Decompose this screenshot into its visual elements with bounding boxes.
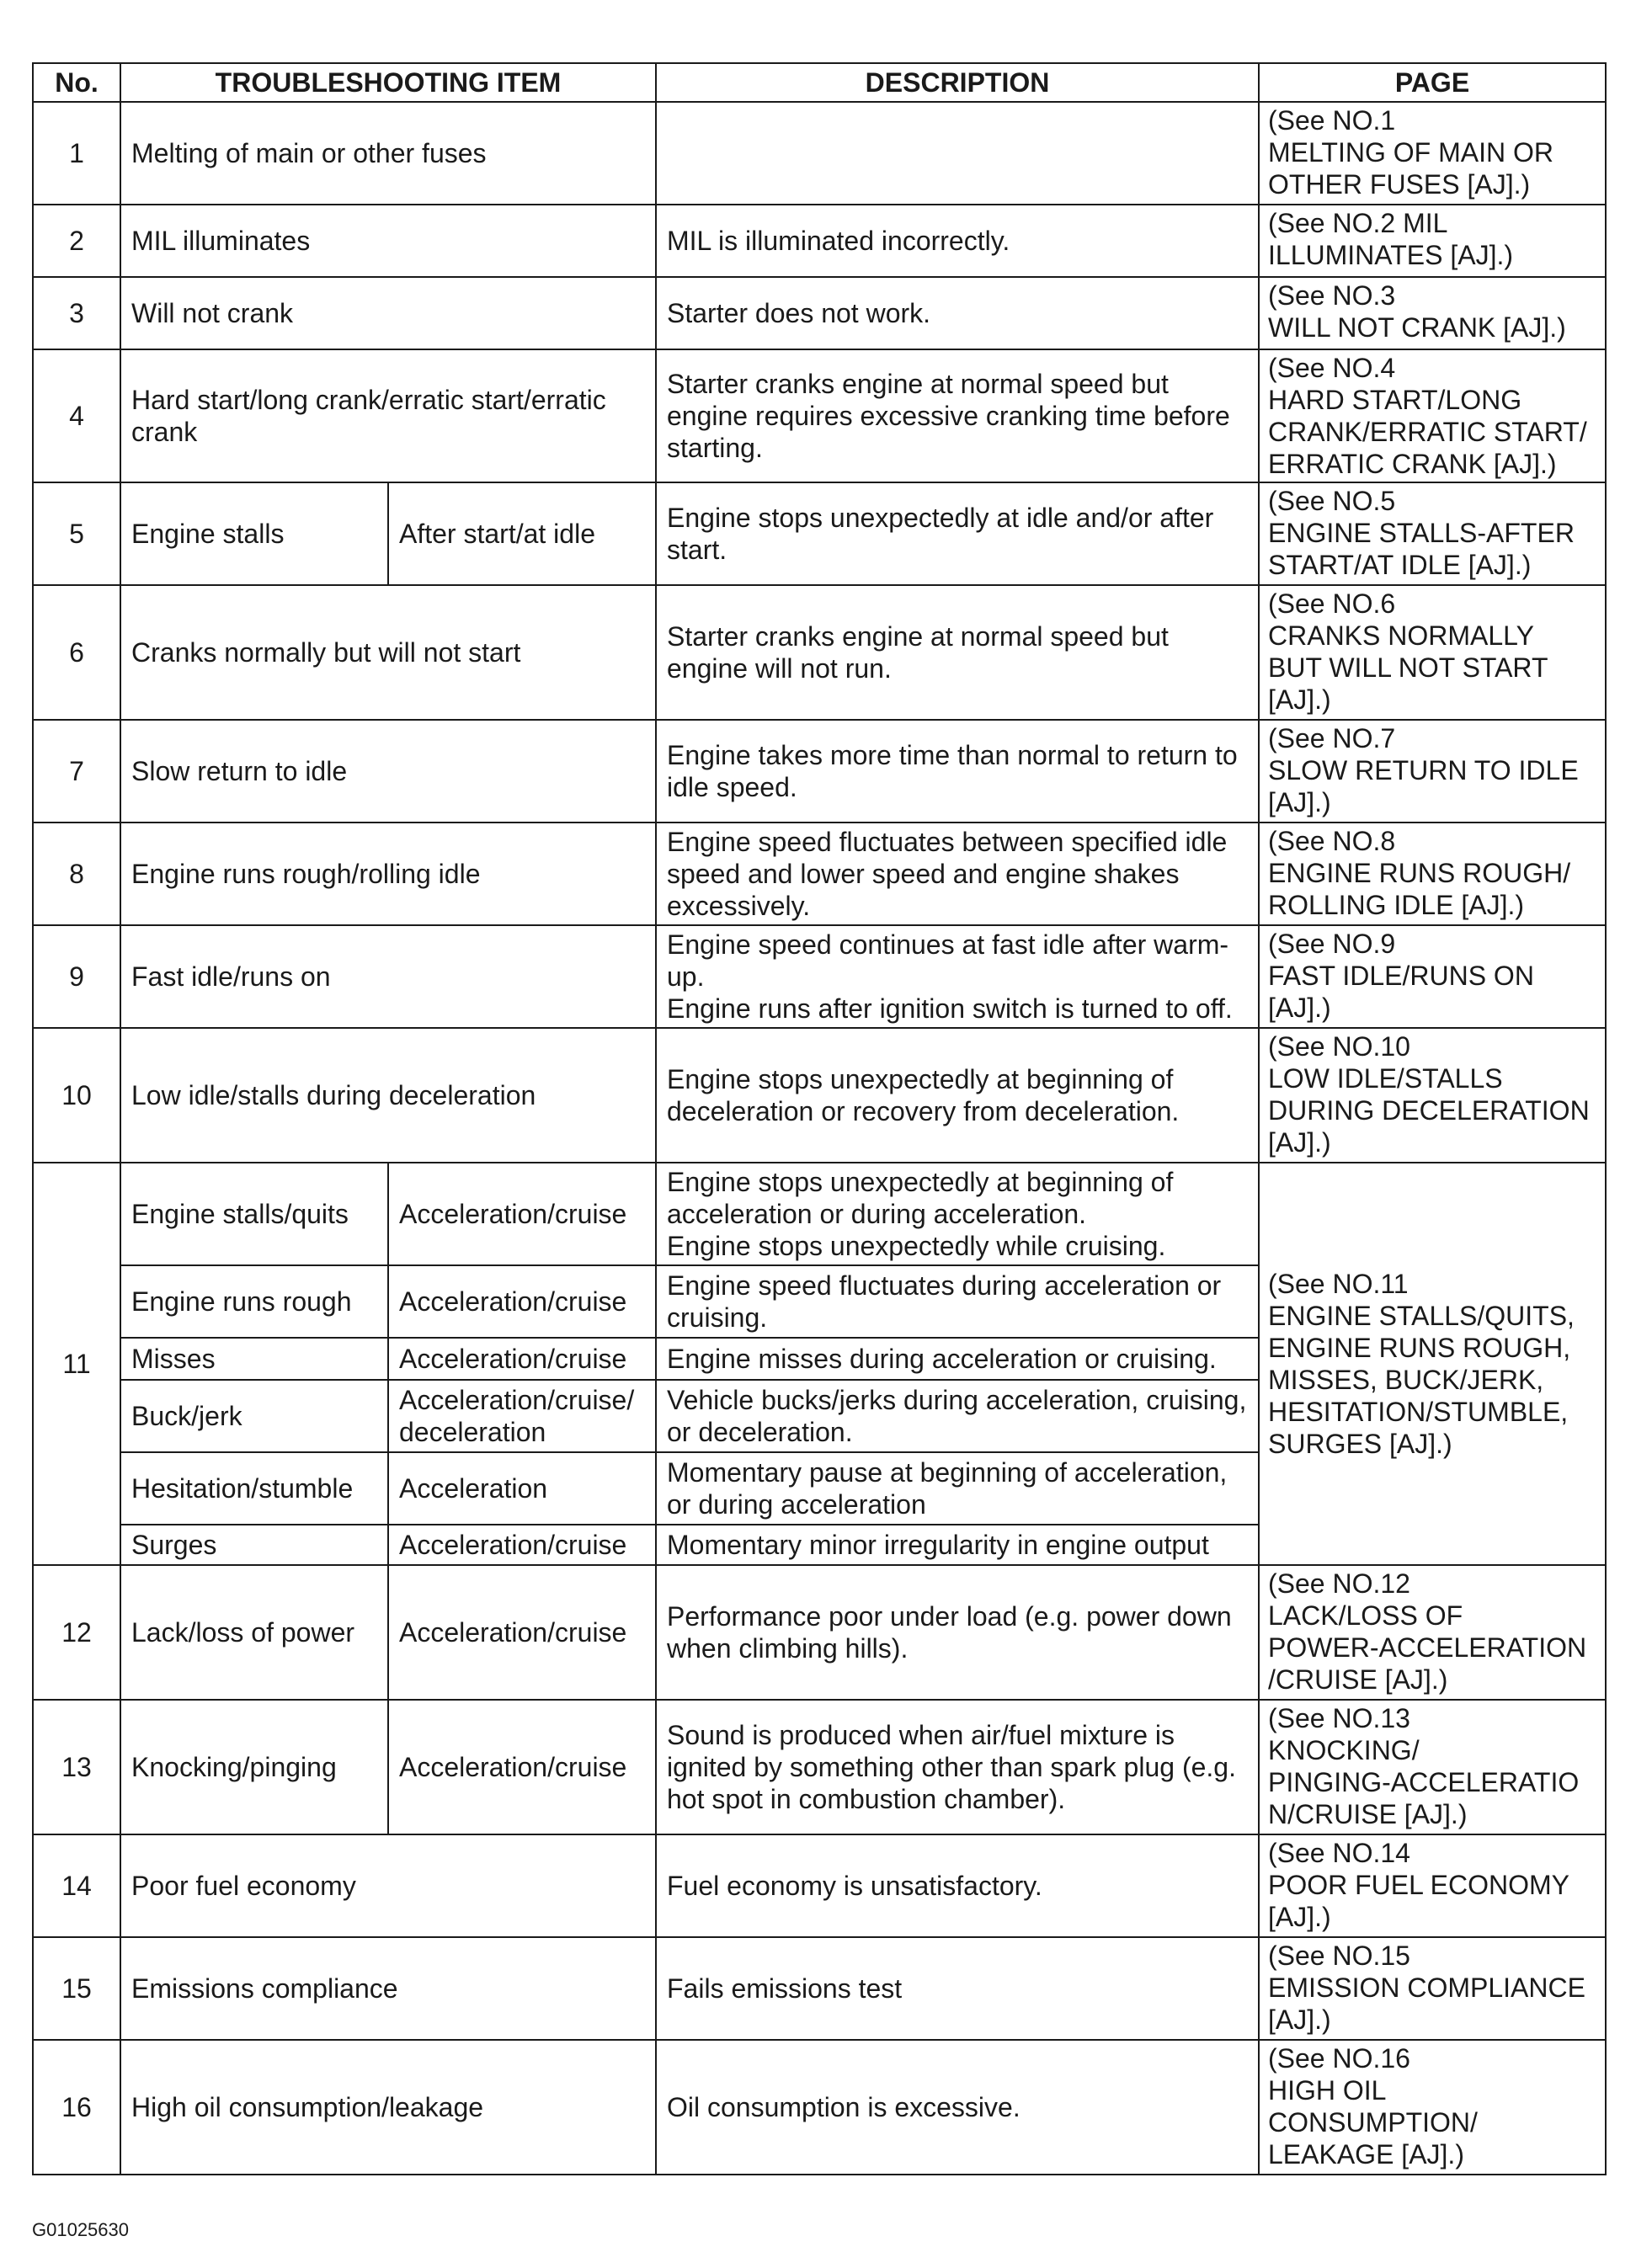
- troubleshooting-item: Slow return to idle: [120, 720, 656, 823]
- page-reference: [1259, 1163, 1606, 1565]
- page-line: LACK/LOSS OF: [1268, 1600, 1463, 1631]
- page-line: (See NO.7: [1268, 723, 1396, 753]
- row-number: 13: [33, 1700, 120, 1834]
- description-line: Engine stops unexpectedly at idle and/or after start.: [667, 503, 1214, 565]
- table-row: [33, 925, 1606, 1028]
- table-row: [33, 1028, 1606, 1163]
- troubleshooting-item: Cranks normally but will not start: [120, 585, 656, 720]
- troubleshooting-item: Hesitation/stumble: [120, 1452, 388, 1525]
- condition: Acceleration/cruise: [388, 1700, 656, 1834]
- troubleshooting-item: Low idle/stalls during deceleration: [120, 1028, 656, 1163]
- page-line: N/CRUISE [AJ].): [1268, 1799, 1468, 1829]
- page-line: HESITATION/STUMBLE,: [1268, 1397, 1569, 1427]
- description-line: Engine stops unexpectedly while cruising.: [667, 1231, 1166, 1261]
- row-number: 16: [33, 2040, 120, 2175]
- page-reference: [1259, 1937, 1606, 2040]
- table-row: [33, 102, 1606, 205]
- page-line: (See NO.4: [1268, 353, 1396, 383]
- row-number: 11: [33, 1163, 120, 1565]
- page-reference: [1259, 1565, 1606, 1700]
- troubleshooting-item: Melting of main or other fuses: [120, 102, 656, 205]
- troubleshooting-item: Fast idle/runs on: [120, 925, 656, 1028]
- description-line: Vehicle bucks/jerks during acceleration, cruising, or deceleration.: [667, 1385, 1247, 1447]
- page-reference: [1259, 925, 1606, 1028]
- troubleshooting-item: Surges: [120, 1525, 388, 1565]
- table-row: [33, 1700, 1606, 1834]
- description: [656, 1163, 1259, 1265]
- page-line: [AJ].): [1268, 787, 1331, 817]
- description: [656, 1380, 1259, 1452]
- page-line: ROLLING IDLE [AJ].): [1268, 890, 1525, 920]
- row-number: 5: [33, 482, 120, 585]
- troubleshooting-sheet: [32, 62, 1605, 2175]
- row-number: 9: [33, 925, 120, 1028]
- page-line: (See NO.13: [1268, 1703, 1410, 1733]
- troubleshooting-item: Engine stalls: [120, 482, 388, 585]
- troubleshooting-item: Misses: [120, 1338, 388, 1380]
- description-line: Oil consumption is excessive.: [667, 2092, 1021, 2122]
- row-number: 4: [33, 349, 120, 482]
- table-body: [33, 102, 1606, 2175]
- page-line: (See NO.10: [1268, 1031, 1410, 1062]
- header-no: No.: [33, 63, 120, 102]
- page-line: ENGINE STALLS/QUITS,: [1268, 1301, 1575, 1331]
- page-reference: [1259, 349, 1606, 482]
- table-row: [33, 349, 1606, 482]
- page-line: (See NO.6: [1268, 588, 1396, 619]
- row-number: 3: [33, 277, 120, 349]
- troubleshooting-item: Engine runs rough/rolling idle: [120, 823, 656, 925]
- page-line: [AJ].): [1268, 1127, 1331, 1158]
- header-page: PAGE: [1259, 63, 1606, 102]
- table-row: [33, 482, 1606, 585]
- page-line: (See NO.2 MIL: [1268, 208, 1448, 238]
- table-row: [33, 205, 1606, 277]
- description-line: Momentary minor irregularity in engine output: [667, 1530, 1209, 1560]
- row-number: 6: [33, 585, 120, 720]
- page-line: (See NO.9: [1268, 929, 1396, 959]
- row-number: 7: [33, 720, 120, 823]
- page-line: ENGINE RUNS ROUGH,: [1268, 1333, 1571, 1363]
- description: [656, 1834, 1259, 1937]
- description-line: Starter does not work.: [667, 298, 931, 328]
- troubleshooting-item: MIL illuminates: [120, 205, 656, 277]
- page-line: (See NO.16: [1268, 2043, 1410, 2074]
- figure-code: G01025630: [32, 2219, 129, 2240]
- page-line: LEAKAGE [AJ].): [1268, 2139, 1464, 2170]
- description: [656, 1028, 1259, 1163]
- page-line: HIGH OIL: [1268, 2075, 1387, 2106]
- description-line: Engine speed continues at fast idle after warm-up.: [667, 929, 1229, 992]
- row-number: 14: [33, 1834, 120, 1937]
- troubleshooting-item: Lack/loss of power: [120, 1565, 388, 1700]
- header-description: DESCRIPTION: [656, 63, 1259, 102]
- description-line: Fails emissions test: [667, 1973, 903, 2004]
- page-line: (See NO.11: [1268, 1269, 1409, 1299]
- page-line: SLOW RETURN TO IDLE: [1268, 755, 1579, 785]
- troubleshooting-item: Buck/jerk: [120, 1380, 388, 1452]
- troubleshooting-table: [32, 62, 1607, 2175]
- troubleshooting-item: Will not crank: [120, 277, 656, 349]
- page-reference: [1259, 1028, 1606, 1163]
- description-line: Fuel economy is unsatisfactory.: [667, 1871, 1042, 1901]
- page-line: CRANK/ERRATIC START/: [1268, 417, 1587, 447]
- description: [656, 823, 1259, 925]
- description-line: Engine runs after ignition switch is turned to off.: [667, 993, 1233, 1024]
- troubleshooting-item: Engine runs rough: [120, 1265, 388, 1338]
- page-line: FAST IDLE/RUNS ON: [1268, 961, 1534, 991]
- page-reference: [1259, 2040, 1606, 2175]
- table-row: [33, 720, 1606, 823]
- description-line: Engine takes more time than normal to return to idle speed.: [667, 740, 1238, 802]
- description-line: Momentary pause at beginning of acceleration, or during acceleration: [667, 1457, 1228, 1520]
- page-reference: [1259, 1700, 1606, 1834]
- table-row: [33, 1834, 1606, 1937]
- condition: Acceleration/cruise: [388, 1565, 656, 1700]
- description-line: Starter cranks engine at normal speed but engine requires excessive cranking time before starting.: [667, 369, 1230, 463]
- page-line: EMISSION COMPLIANCE: [1268, 1973, 1585, 2003]
- page-line: LOW IDLE/STALLS: [1268, 1063, 1503, 1094]
- troubleshooting-item: Knocking/pinging: [120, 1700, 388, 1834]
- condition: Acceleration/cruise: [388, 1338, 656, 1380]
- page-line: (See NO.3: [1268, 280, 1396, 311]
- header-row: [33, 63, 1606, 102]
- header-troubleshooting-item: TROUBLESHOOTING ITEM: [120, 63, 656, 102]
- description: [656, 349, 1259, 482]
- page-reference: [1259, 205, 1606, 277]
- page-line: DURING DECELERATION: [1268, 1095, 1590, 1126]
- condition: After start/at idle: [388, 482, 656, 585]
- page-line: CRANKS NORMALLY: [1268, 620, 1534, 651]
- description: [656, 1565, 1259, 1700]
- description-line: Engine stops unexpectedly at beginning of acceleration or during acceleration.: [667, 1167, 1174, 1229]
- description-line: Sound is produced when air/fuel mixture is ignited by something other than spark plug (e.g. hot spot in combustion chamber).: [667, 1720, 1236, 1814]
- page-line: MISSES, BUCK/JERK,: [1268, 1365, 1544, 1395]
- description: [656, 2040, 1259, 2175]
- description: [656, 205, 1259, 277]
- page-line: (See NO.15: [1268, 1941, 1410, 1971]
- page-line: ERRATIC CRANK [AJ].): [1268, 449, 1557, 479]
- page-line: HARD START/LONG: [1268, 385, 1522, 415]
- page-line: MELTING OF MAIN OR: [1268, 137, 1553, 168]
- description: [656, 277, 1259, 349]
- row-number: 2: [33, 205, 120, 277]
- page-line: (See NO.1: [1268, 105, 1396, 136]
- description: [656, 1452, 1259, 1525]
- page-line: [AJ].): [1268, 684, 1331, 715]
- page-line: ENGINE RUNS ROUGH/: [1268, 858, 1571, 888]
- table-row: [33, 1937, 1606, 2040]
- description: [656, 720, 1259, 823]
- description: [656, 482, 1259, 585]
- description-line: Performance poor under load (e.g. power down when climbing hills).: [667, 1601, 1232, 1664]
- page-line: (See NO.8: [1268, 826, 1396, 856]
- description: [656, 1338, 1259, 1380]
- page-line: PINGING-ACCELERATIO: [1268, 1767, 1580, 1797]
- page-line: [AJ].): [1268, 1902, 1331, 1932]
- description: [656, 1937, 1259, 2040]
- page-line: KNOCKING/: [1268, 1735, 1420, 1765]
- page-reference: [1259, 482, 1606, 585]
- page-line: ENGINE STALLS-AFTER: [1268, 518, 1575, 548]
- table-row: [33, 277, 1606, 349]
- condition: Acceleration: [388, 1452, 656, 1525]
- page-line: SURGES [AJ].): [1268, 1429, 1452, 1459]
- condition: Acceleration/cruise: [388, 1163, 656, 1265]
- description: [656, 1525, 1259, 1565]
- row-number: 15: [33, 1937, 120, 2040]
- description-line: Starter cranks engine at normal speed but engine will not run.: [667, 621, 1169, 684]
- description: [656, 925, 1259, 1028]
- row-number: 8: [33, 823, 120, 925]
- page-line: OTHER FUSES [AJ].): [1268, 169, 1531, 200]
- troubleshooting-item: Engine stalls/quits: [120, 1163, 388, 1265]
- page-line: (See NO.14: [1268, 1838, 1410, 1868]
- page-line: (See NO.12: [1268, 1568, 1410, 1599]
- description-line: Engine speed fluctuates during acceleration or cruising.: [667, 1270, 1222, 1333]
- condition: Acceleration/cruise/ deceleration: [388, 1380, 656, 1452]
- table-row: [33, 1163, 1606, 1265]
- description-line: Engine stops unexpectedly at beginning of deceleration or recovery from deceleration.: [667, 1064, 1180, 1126]
- description: [656, 102, 1259, 205]
- table-row: [33, 823, 1606, 925]
- table-row: [33, 2040, 1606, 2175]
- description: [656, 585, 1259, 720]
- page-line: START/AT IDLE [AJ].): [1268, 550, 1532, 580]
- page-line: POWER-ACCELERATION: [1268, 1632, 1587, 1663]
- page-line: ILLUMINATES [AJ].): [1268, 240, 1514, 270]
- page-line: BUT WILL NOT START: [1268, 652, 1548, 683]
- row-number: 10: [33, 1028, 120, 1163]
- troubleshooting-item: Emissions compliance: [120, 1937, 656, 2040]
- troubleshooting-item: High oil consumption/leakage: [120, 2040, 656, 2175]
- page-line: CONSUMPTION/: [1268, 2107, 1478, 2138]
- troubleshooting-item: Hard start/long crank/erratic start/erratic crank: [120, 349, 656, 482]
- description-line: Engine misses during acceleration or cruising.: [667, 1344, 1217, 1374]
- page-reference: [1259, 277, 1606, 349]
- page-line: /CRUISE [AJ].): [1268, 1664, 1448, 1695]
- page-line: (See NO.5: [1268, 486, 1396, 516]
- page-line: [AJ].): [1268, 2004, 1331, 2035]
- page-reference: [1259, 1834, 1606, 1937]
- row-number: 12: [33, 1565, 120, 1700]
- description-line: Engine speed fluctuates between specified idle speed and lower speed and engine shakes excessively.: [667, 827, 1228, 921]
- page-reference: [1259, 823, 1606, 925]
- page-reference: [1259, 720, 1606, 823]
- page-line: [AJ].): [1268, 993, 1331, 1023]
- table-row: [33, 585, 1606, 720]
- description: [656, 1700, 1259, 1834]
- description-line: MIL is illuminated incorrectly.: [667, 226, 1010, 256]
- table-row: [33, 1565, 1606, 1700]
- page-reference: [1259, 585, 1606, 720]
- troubleshooting-item: Poor fuel economy: [120, 1834, 656, 1937]
- row-number: 1: [33, 102, 120, 205]
- page-line: POOR FUEL ECONOMY: [1268, 1870, 1569, 1900]
- condition: Acceleration/cruise: [388, 1265, 656, 1338]
- page-reference: [1259, 102, 1606, 205]
- condition: Acceleration/cruise: [388, 1525, 656, 1565]
- page-line: WILL NOT CRANK [AJ].): [1268, 312, 1566, 343]
- description: [656, 1265, 1259, 1338]
